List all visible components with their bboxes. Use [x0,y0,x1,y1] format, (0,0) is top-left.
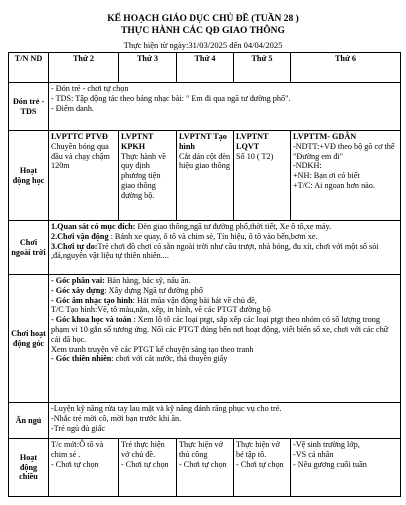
an-ngu-line: -Nhắc trẻ mời cô, mời bạn trước khi ăn. [51,413,182,423]
header-cell-tn-nd: T/N ND [9,53,49,83]
hdc-thu2 [49,439,119,497]
cnt-item: 2.Chơi vận động : Bánh xe quay, ô tô và chim sẻ, Tín hiệu, ô tô vào bến,bơm xe. [51,231,318,241]
hdc-line: -VS cá nhân [293,449,334,459]
row-choi-hoat-dong-goc [9,275,401,403]
header-cell-thu6: Thứ 6 [291,53,401,83]
choi-ngoai-troi-content [49,221,401,275]
hdh-thu6-title: LVPTTM- GDÂN [293,132,357,141]
goc-item: - Góc phân vai: Bán hàng, bác sỹ, nấu ăn. [51,276,191,285]
header-cell-thu4: Thứ 4 [177,53,234,83]
hdc-thu5 [234,439,291,497]
hdh-thu3-title: LVPTNT KPKH [121,132,154,151]
row-label-choi-hoat-dong-goc: Chơi hoạt động góc [9,275,49,403]
hdh-thu4 [177,131,234,221]
an-ngu-content [49,403,401,439]
hdh-thu3-body: Thực hành về quy định phương tiện giao thông đường bộ. [121,151,166,200]
row-label-hoat-dong-hoc: Hoạt động học [9,131,49,221]
page-subtitle: THỰC HÀNH CÁC QĐ GIAO THÔNG [121,26,285,36]
row-label-an-ngu: Ăn ngủ [9,403,49,439]
hdc-line: Thực hiện vở thủ công [179,440,223,459]
goc-item: T/C Tạo hình:Vẽ, tô màu,nặn, xếp, in hình, vẽ các PTGT đường bộ [51,305,271,315]
row-label-don-tre: Đón trẻ - TDS [9,83,49,131]
row-don-tre [9,83,401,131]
cnt-item: 1.Quan sát có mục đích: Đèn giao thông,ngã tư đường phố,thời tiết, Xe ô tô,xe máy. [51,222,332,231]
row-hoat-dong-hoc [9,131,401,221]
goc-item: - Góc âm nhạc tạo hình: Hát múa vận động bài hát về chủ đề, [51,295,257,305]
table-header-row [9,53,401,83]
row-label-hoat-dong-chieu: Hoạt động chiều [9,439,49,497]
header-cell-thu2: Thứ 2 [49,53,119,83]
hdh-thu6-line: -NDKH: [293,161,322,171]
hdc-line: - Nêu gương cuối tuần [293,459,367,469]
don-tre-line: - Điểm danh. [51,103,94,113]
hdc-thu4 [177,439,234,497]
hdh-thu4-title: LVPTNT Tạo hình [179,132,227,151]
don-tre-content [49,83,401,131]
don-tre-line: - TDS: Tập động tác theo bảng nhạc bài: " Em đi qua ngã tư đường phố". [51,93,291,103]
hdh-thu3 [119,131,177,221]
cnt-item: 3.Chơi tự do:Trẻ chơi đồ chơi có sẵn ngoài trời như cầu trượt, nhà bóng, đu xít, chơi với một số sỏi ,đá,nguyên vật liệu tự thiên nhiên.... [51,241,379,261]
hdc-line: - Chơi tự chọn [121,459,169,469]
hdh-thu2 [49,131,119,221]
goc-item: - Góc khoa học và toán : Xem lô tô các loại ptgt, sắp xếp các loại ptgt theo nhóm có số lượng trong phạm vi 10 gắn số tương ứng. Nối các PTGT đúng bến nơi hoạt động, viết biển số xe, chơi với các chữ cái đã học. [51,315,389,344]
an-ngu-line: -Luyện kỹ năng rửa tay lau mặt và kỹ năng đánh răng phục vụ cho trẻ. [51,404,282,413]
weekly-plan-table [8,52,401,497]
hdh-thu6 [291,131,401,221]
row-choi-ngoai-troi [9,221,401,275]
goc-item: Xem tranh truyện về các PTGT kể chuyện sáng tạo theo tranh [51,344,254,354]
hdh-thu4-body: Cắt dán cột đèn hiệu giao thông [179,151,231,171]
row-hoat-dong-chieu [9,439,401,497]
hdc-line: - Chơi tự chọn [179,459,227,469]
goc-item: - Góc thiên nhiên: chơi với cát nước, thả thuyền giấy [51,354,228,364]
hdh-thu5-title: LVPTNT LQVT [236,132,269,151]
hdc-line: Thực hiện vở bé tập tô. [236,440,280,459]
choi-goc-content [49,275,401,403]
an-ngu-line: -Trẻ ngủ đủ giấc [51,423,106,433]
hdc-line: - Chơi tự chọn [51,459,99,469]
hdc-thu6 [291,439,401,497]
hdh-thu6-line: +T/C: Ai ngoan hơn nào. [293,180,375,190]
goc-item: - Góc xây dựng: Xây dựng Ngã tư đường phố [51,285,203,295]
header-cell-thu5: Thứ 5 [234,53,291,83]
hdc-line: T/c mới:Ô tô và chim sẻ . [51,440,104,459]
hdc-thu3 [119,439,177,497]
page-title: KẾ HOẠCH GIÁO DỤC CHỦ ĐỀ (TUẦN 28 ) [107,14,299,24]
hdh-thu2-title: LVPTTC PTVĐ [51,132,108,141]
hdh-thu2-body: Chuyền bóng qua đầu và chạy chậm 120m [51,141,110,171]
hdc-line: - Chơi tự chọn [236,459,284,469]
hdh-thu6-line: -NDTT:+VĐ theo bộ gõ cơ thể "Đường em đi" [293,141,395,161]
date-range: Thực hiện từ ngày:31/03/2025 đến 04/04/2025 [123,40,283,50]
header-cell-thu3: Thứ 3 [119,53,177,83]
row-label-choi-ngoai-troi: Chơi ngoài trời [9,221,49,275]
hdc-line: -Vệ sinh trường lớp, [293,440,360,449]
hdh-thu5 [234,131,291,221]
row-an-ngu [9,403,401,439]
don-tre-line: - Đón trẻ - chơi tự chọn [51,84,129,93]
hdc-line: Trẻ thực hiện vở chủ đề. [121,440,165,459]
hdh-thu6-line: +NH: Bạn ơi có biết [293,171,360,181]
hdh-thu5-body: Số 10 ( T2) [236,151,274,161]
